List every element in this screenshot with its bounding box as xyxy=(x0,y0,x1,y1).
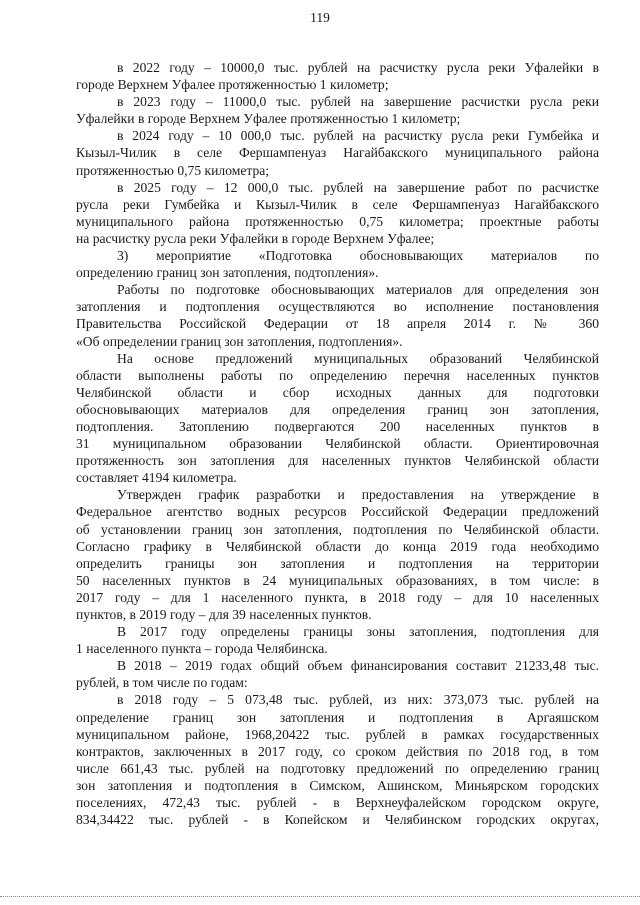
text-line: на расчистку русла реки Уфалейки в городе Верхнем Уфалее; xyxy=(76,230,435,246)
text-line: определить границы зон затопления и подтопления на территории xyxy=(76,555,599,571)
paragraph xyxy=(76,179,599,247)
text-line: области выполнены работы по определению перечня населенных пунктов xyxy=(76,367,599,383)
text-line: зон затопления и подтопления в Симском, Ашинском, Миньярском городских xyxy=(76,777,599,793)
text-line: 50 населенных пунктов в 24 муниципальных образованиях, в том числе: в xyxy=(76,572,599,588)
text-line: Уфалейки в городе Верхнем Уфалее протяженностью 1 километр; xyxy=(76,111,461,127)
text-line: В 2017 году определены границы зоны затопления, подтопления для xyxy=(117,624,599,640)
paragraph xyxy=(76,247,599,281)
text-line: рублей, в том числе по годам: xyxy=(76,675,248,691)
text-line: 3) мероприятие «Подготовка обосновывающих материалов по xyxy=(117,248,599,264)
text-line: муниципального района протяженностью 0,75 километра; проектные работы xyxy=(76,213,599,229)
page-bottom-edge xyxy=(0,896,640,897)
text-line: поселениях, 472,43 тыс. рублей - в Верхнеуфалейском городском округе, xyxy=(76,795,599,811)
page-number: 119 xyxy=(310,10,330,25)
paragraph xyxy=(76,127,599,178)
text-line: подтопления. Затоплению подвергаются 200 населенных пунктов в xyxy=(76,418,599,434)
text-line: В 2018 – 2019 годах общий объем финансирования составит 21233,48 тыс. xyxy=(117,658,599,674)
text-line: 834,34422 тыс. рублей - в Копейском и Челябинском городских округах, xyxy=(76,812,599,828)
text-line: Утвержден график разработки и предоставления на утверждение в xyxy=(117,487,599,503)
text-line: Работы по подготовке обосновывающих материалов для определения зон xyxy=(117,282,599,298)
text-line: пунктов, в 2019 году – для 39 населенных пунктов. xyxy=(76,607,372,622)
text-line: числе 661,43 тыс. рублей на подготовку предложений по определению границ xyxy=(76,760,599,776)
paragraph xyxy=(76,281,599,349)
text-line: русла реки Гумбейка и Кызыл-Чилик в селе Фершампенуаз Нагайбакского xyxy=(76,196,599,212)
document-body xyxy=(76,59,599,828)
text-line: в 2023 году – 11000,0 тыс. рублей на завершение расчистки русла реки xyxy=(117,94,599,110)
text-line: обосновывающих материалов для определения границ зон затопления, xyxy=(76,401,599,417)
paragraph xyxy=(76,350,599,487)
text-line: Согласно графику в Челябинской области до конца 2019 года необходимо xyxy=(76,538,599,554)
text-line: составляет 4194 километра. xyxy=(76,470,237,486)
text-line: протяженностью 0,75 километра; xyxy=(76,162,270,178)
text-line: в 2024 году – 10 000,0 тыс. рублей на расчистку русла реки Гумбейка и xyxy=(117,128,599,144)
paragraph xyxy=(76,486,599,623)
text-line: 1 населенного пункта – города Челябинска. xyxy=(76,641,328,657)
text-line: в 2022 году – 10000,0 тыс. рублей на расчистку русла реки Уфалейки в xyxy=(117,60,599,75)
paragraph xyxy=(76,93,599,127)
text-line: 31 муниципальном образовании Челябинской области. Ориентировочная xyxy=(76,436,599,452)
text-line: На основе предложений муниципальных образований Челябинской xyxy=(117,350,599,366)
text-line: определение границ зон затопления и подтопления в Аргаяшском xyxy=(76,709,599,725)
paragraph xyxy=(76,59,599,93)
text-line: Федеральное агентство водных ресурсов Российской Федерации предложений xyxy=(76,504,599,520)
text-line: в 2018 году – 5 073,48 тыс. рублей, из них: 373,073 тыс. рублей на xyxy=(117,692,599,708)
text-line: Челябинской области и сбор исходных данных для подготовки xyxy=(76,384,599,400)
text-line: затопления и подтопления осуществляются во исполнение постановления xyxy=(76,299,599,315)
paragraph xyxy=(76,691,599,828)
text-line: Правительства Российской Федерации от 18 апреля 2014 г. № 360 xyxy=(76,316,599,332)
text-line: 2017 году – для 1 населенного пункта, в 2018 году – для 10 населенных xyxy=(76,589,599,605)
paragraph xyxy=(76,623,599,657)
text-line: протяженность зон затопления для населенных пунктов Челябинской области xyxy=(76,453,599,469)
text-line: Кызыл-Чилик в селе Фершампенуаз Нагайбакского муниципального района xyxy=(76,145,599,161)
text-line: «Об определении границ зон затопления, подтопления». xyxy=(76,333,403,349)
text-line: муниципальном районе, 1968,20422 тыс. рублей в рамках государственных xyxy=(76,726,599,742)
text-line: контрактов, заключенных в 2017 году, со сроком действия по 2018 год, в том xyxy=(76,743,599,759)
text-line: городе Верхнем Уфалее протяженностью 1 километр; xyxy=(76,77,389,93)
text-line: об установлении границ зон затопления, подтопления по Челябинской области. xyxy=(76,521,599,537)
text-line: определению границ зон затопления, подтопления». xyxy=(76,265,379,281)
paragraph xyxy=(76,657,599,691)
text-line: в 2025 году – 12 000,0 тыс. рублей на завершение работ по расчистке xyxy=(117,179,599,195)
